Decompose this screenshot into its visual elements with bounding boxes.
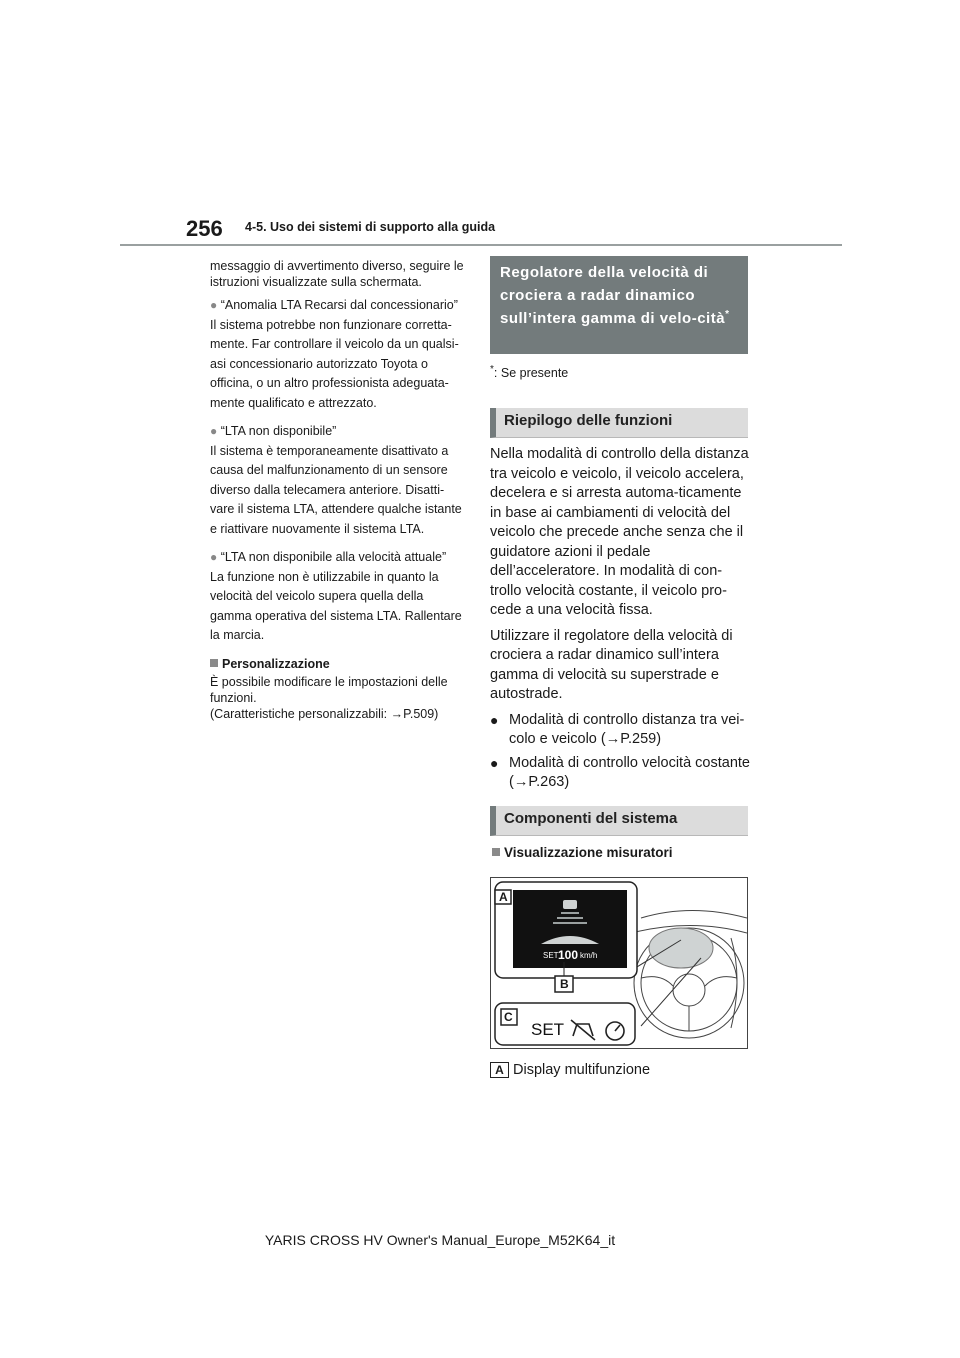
meter-display-heading-text: Visualizzazione misuratori: [504, 845, 673, 860]
subheading-components: Componenti del sistema: [490, 806, 748, 836]
footer: [0, 1232, 960, 1248]
bullet-line: officina, o un altro professionista adeguata-: [210, 376, 449, 390]
bullet-line: mente qualificato e attrezzato.: [210, 395, 377, 410]
caption-text: Display multifunzione: [513, 1062, 651, 1078]
header-divider: [120, 244, 842, 246]
left-column: [210, 258, 470, 722]
subheading-functions: Riepilogo delle funzioni: [490, 408, 748, 438]
square-bullet-icon: [210, 659, 218, 667]
speed-unit: km/h: [580, 951, 598, 960]
bullet-line: gamma operativa del sistema LTA. Rallentare: [210, 608, 462, 623]
bullet-item: [210, 296, 470, 316]
custom-text: È possibile modificare le impostazioni delle funzioni.: [210, 675, 448, 705]
bullet-title: “Anomalia LTA Recarsi dal concessionario”: [220, 298, 458, 312]
caption-label: A: [490, 1062, 509, 1078]
custom-reference: (Caratteristiche personalizzabili: →P.509): [210, 707, 439, 721]
bullet-item: [210, 422, 470, 442]
bullet-line: La funzione non è utilizzabile in quanto la: [210, 569, 439, 584]
label-b: B: [560, 977, 569, 991]
custom-heading: [210, 655, 470, 675]
bullet-line: asi concessionario autorizzato Toyota o: [210, 356, 428, 371]
paragraph: Nella modalità di controllo della distanza tra veicolo e veicolo, il veicolo accelera, decelera e si arresta automa-ticamente in base ai cambiamenti di velocità del veicolo che precede anche senza che il guidatore azioni il pedale dell’acceleratore. In modalità di con-trollo velocità costante, il veicolo pro-cede a una velocità fissa.: [490, 446, 749, 618]
bullet-line: diverso dalla telecamera anteriore. Disatti-: [210, 482, 445, 497]
section-heading: 4-5. Uso dei sistemi di supporto alla guida: [245, 220, 496, 234]
bullet-dot-icon: ●: [210, 298, 218, 312]
set-indicator: SET: [531, 1020, 565, 1039]
footnote-text: : Se presente: [493, 366, 569, 380]
pointer-line: [641, 958, 701, 1026]
footnote: [490, 363, 569, 380]
set-small-label: SET: [543, 951, 559, 960]
meter-illustration: [491, 878, 747, 1048]
mode-item-text: Modalità di controllo velocità costante (→P.263): [509, 754, 750, 790]
bullet-dot-icon: ●: [490, 754, 499, 771]
custom-heading-text: Personalizzazione: [222, 656, 330, 671]
bullet-dot-icon: ●: [490, 711, 499, 728]
bullet-line: Il sistema potrebbe non funzionare corretta-: [210, 317, 452, 332]
bullet-line: e riattivare nuovamente il sistema LTA.: [210, 521, 425, 536]
bullet-line: Il sistema è temporaneamente disattivato a: [210, 443, 449, 458]
bullet-title: “LTA non disponibile”: [220, 424, 337, 438]
bullet-item: [210, 548, 470, 568]
preceding-vehicle-icon: [563, 900, 577, 909]
mode-item: [490, 711, 752, 750]
footnote-star: *: [490, 363, 494, 375]
bullet-dot-icon: ●: [210, 424, 218, 438]
paragraph: Utilizzare il regolatore della velocità di crociera a radar dinamico sull’intera gamma di velocità su superstrade e autostrade.: [490, 627, 733, 702]
label-c: C: [504, 1010, 513, 1024]
section-title-text: Regolatore della velocità di crociera a radar dinamico sull’intera gamma di velo-cità: [500, 264, 726, 327]
bullet-line: vare il sistema LTA, attendere qualche istante: [210, 502, 462, 516]
mode-item-text: Modalità di controllo distanza tra vei-colo e veicolo (→P.259): [509, 711, 745, 747]
footnote-marker: *: [725, 309, 730, 320]
intro-text: messaggio di avvertimento diverso, seguire le istruzioni visualizzate sulla schermata.: [210, 259, 464, 289]
section-title-box: [490, 256, 748, 354]
meter-figure: [490, 877, 748, 1049]
label-a: A: [499, 890, 508, 904]
bullet-title: “LTA non disponibile alla velocità attuale”: [220, 550, 447, 564]
bullet-line: mente. Far controllare il veicolo da un qualsi-: [210, 337, 459, 351]
bullet-dot-icon: ●: [210, 550, 218, 564]
bullet-line: causa del malfunzionamento di un sensore: [210, 463, 448, 477]
bullet-line: la marcia.: [210, 628, 265, 642]
square-bullet-icon: [492, 848, 500, 856]
footer-text: YARIS CROSS HV Owner's Manual_Europe_M52K64_it: [264, 1232, 616, 1248]
steering-wheel-sketch: [631, 911, 747, 1039]
figure-caption: [490, 1062, 650, 1078]
functions-body: [490, 445, 752, 793]
page-number: 256: [186, 216, 223, 241]
set-speed-value: 100: [558, 948, 579, 962]
meter-display-heading: [492, 845, 673, 860]
bullet-line: velocità del veicolo supera quella della: [210, 589, 424, 603]
mode-item: [490, 754, 752, 793]
